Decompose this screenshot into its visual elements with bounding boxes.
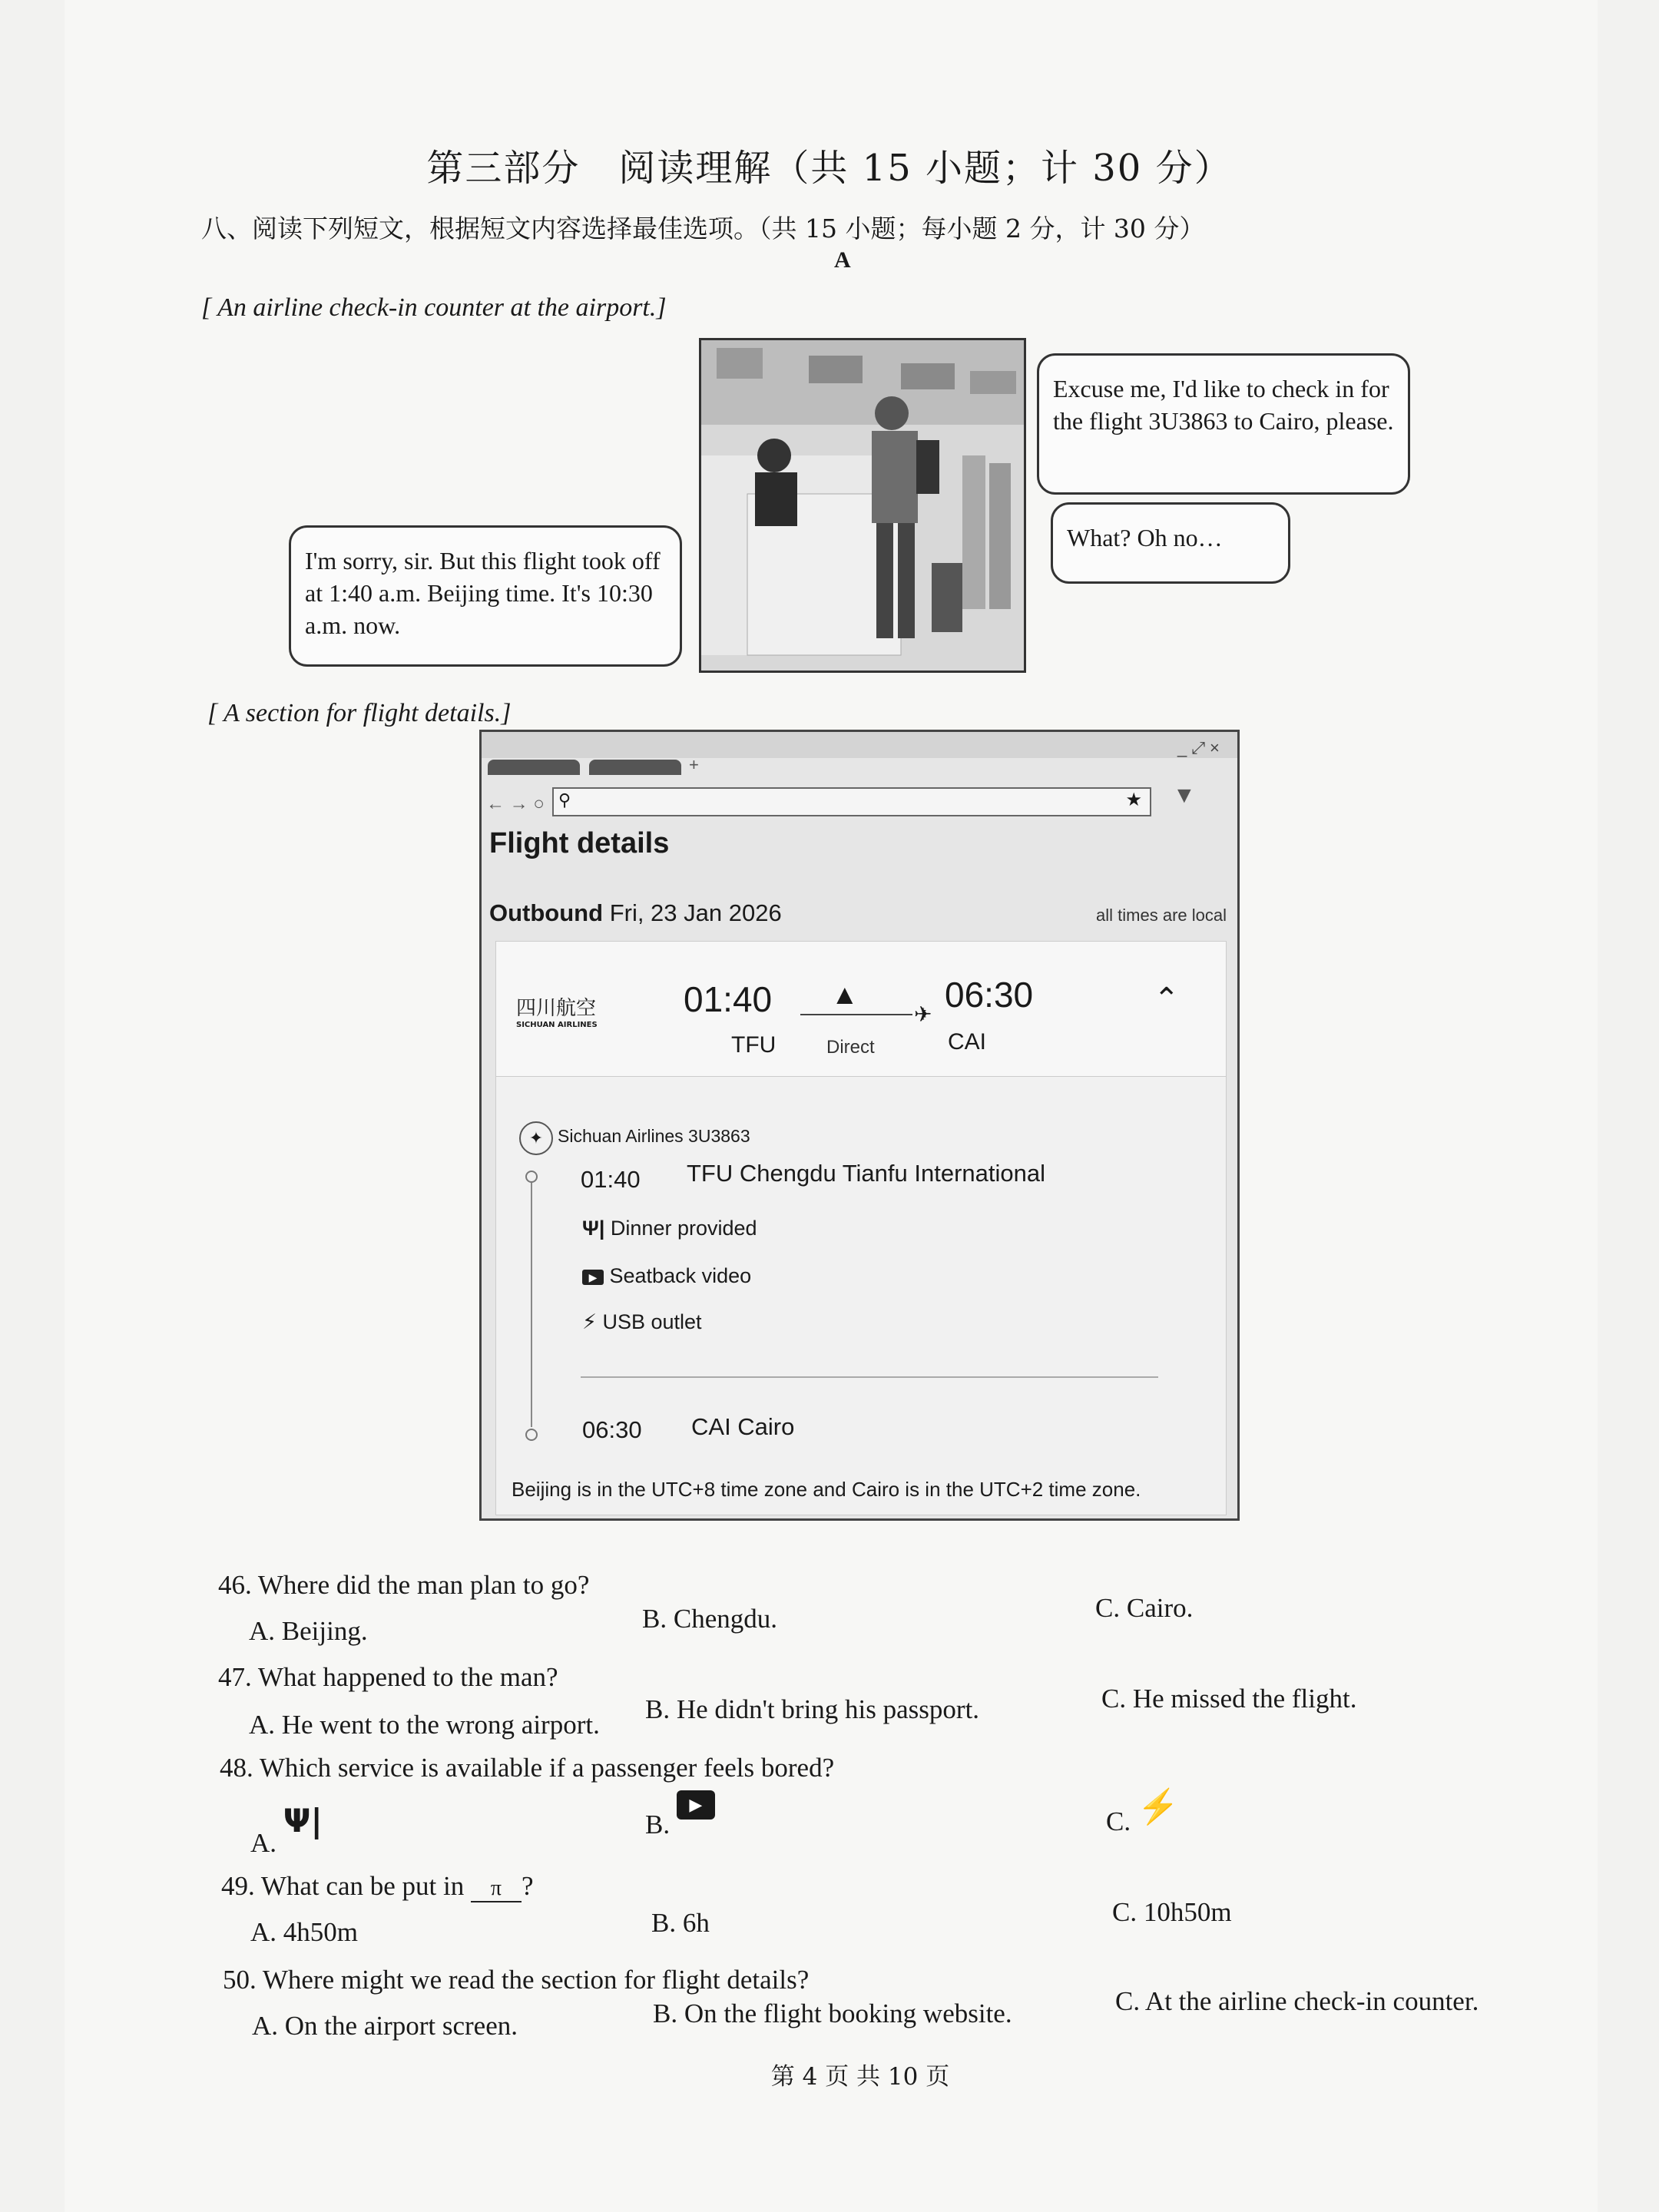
q49-qmark: ? bbox=[521, 1871, 534, 1901]
arrive-time: 06:30 bbox=[945, 975, 1034, 1015]
q48-option-b-letter: B. bbox=[645, 1810, 671, 1839]
bookmark-star-icon[interactable]: ★ bbox=[1125, 790, 1142, 810]
amenity-dinner bbox=[582, 1217, 757, 1240]
q50-option-b: B. On the flight booking website. bbox=[653, 1998, 1012, 2028]
q46-option-a: A. Beijing. bbox=[249, 1616, 368, 1646]
tab-strip bbox=[482, 732, 1237, 758]
airline-logo-text: 四川航空 bbox=[516, 997, 597, 1020]
menu-dropdown-icon[interactable]: ▼ bbox=[1173, 783, 1196, 808]
scene-caption-checkin: [ An airline check-in counter at the airport.] bbox=[201, 293, 667, 322]
window-controls-icon[interactable]: _ ⤢ × bbox=[1177, 738, 1220, 757]
amenity-dinner-label: Dinner provided bbox=[610, 1217, 757, 1240]
route-line bbox=[800, 1014, 912, 1015]
browser-window bbox=[479, 730, 1240, 1521]
speech-bubble-agent: I'm sorry, sir. But this flight took off at 1:40 a.m. Beijing time. It's 10:30 a.m. now. bbox=[289, 525, 682, 667]
segment-divider bbox=[581, 1376, 1158, 1378]
amenity-video bbox=[582, 1264, 751, 1288]
video-play-icon: ▶ bbox=[677, 1790, 715, 1820]
checkin-counter-photo bbox=[699, 338, 1026, 673]
scene-caption-flight-details: [ A section for flight details.] bbox=[207, 699, 512, 727]
q50-option-c: C. At the airline check-in counter. bbox=[1115, 1986, 1479, 2016]
q49-stem: 49. What can be put in bbox=[221, 1871, 465, 1901]
timezone-note: Beijing is in the UTC+8 time zone and Cairo is in the UTC+2 time zone. bbox=[512, 1478, 1141, 1501]
segment-depart-time: 01:40 bbox=[581, 1166, 641, 1193]
depart-code: TFU bbox=[731, 1032, 777, 1058]
depart-time: 01:40 bbox=[684, 979, 773, 1019]
amenity-usb-label: USB outlet bbox=[602, 1310, 702, 1333]
q49-blank: π bbox=[471, 1876, 522, 1902]
question-48: 48. Which service is available if a passenger feels bored? bbox=[220, 1753, 835, 1783]
q47-option-a: A. He went to the wrong airport. bbox=[249, 1710, 600, 1740]
airline-logo-subtext: SICHUAN AIRLINES bbox=[516, 1021, 598, 1029]
flight-name: Sichuan Airlines 3U3863 bbox=[558, 1126, 750, 1146]
power-plug-icon: ⚡ bbox=[582, 1310, 597, 1333]
airline-logo bbox=[516, 992, 598, 1029]
segment-arrive-airport: CAI Cairo bbox=[691, 1413, 795, 1440]
question-49 bbox=[221, 1871, 534, 1902]
timeline-line bbox=[531, 1183, 532, 1427]
power-plug-icon: ⚡ bbox=[1137, 1788, 1180, 1826]
flight-detail-panel bbox=[495, 1076, 1227, 1515]
q50-option-a: A. On the airport screen. bbox=[252, 2011, 518, 2041]
q46-option-c: C. Cairo. bbox=[1095, 1593, 1194, 1623]
browser-tab-2[interactable] bbox=[589, 760, 681, 775]
part-title: 第三部分 阅读理解（共 15 小题；计 30 分） bbox=[426, 147, 1233, 190]
segment-depart-airport: TFU Chengdu Tianfu International bbox=[687, 1160, 1045, 1187]
video-play-icon: ▶ bbox=[582, 1270, 604, 1285]
times-note: all times are local bbox=[1096, 906, 1227, 925]
address-bar[interactable] bbox=[552, 787, 1151, 816]
q46-option-b: B. Chengdu. bbox=[642, 1604, 777, 1634]
q49-option-c: C. 10h50m bbox=[1112, 1897, 1232, 1927]
plane-icon: ✈ bbox=[914, 1002, 932, 1026]
outbound-row bbox=[489, 899, 782, 927]
amenity-video-label: Seatback video bbox=[609, 1264, 752, 1287]
stop-label: Direct bbox=[826, 1037, 875, 1058]
page-number: 第 4 页 共 10 页 bbox=[770, 2063, 950, 2091]
q47-option-c: C. He missed the flight. bbox=[1101, 1684, 1357, 1714]
speech-bubble-passenger: Excuse me, I'd like to check in for the flight 3U3863 to Cairo, please. bbox=[1037, 353, 1410, 495]
q48-option-c-letter: C. bbox=[1106, 1806, 1131, 1836]
question-46: 46. Where did the man plan to go? bbox=[218, 1570, 590, 1600]
direction-triangle-icon: ▲ bbox=[831, 979, 859, 1010]
question-47: 47. What happened to the man? bbox=[218, 1662, 558, 1692]
q49-option-b: B. 6h bbox=[651, 1908, 710, 1938]
outbound-date: Fri, 23 Jan 2026 bbox=[609, 899, 782, 926]
amenity-usb bbox=[582, 1310, 702, 1334]
section-instruction: 八、阅读下列短文，根据短文内容选择最佳选项。（共 15 小题；每小题 2 分，计 30 分） bbox=[201, 214, 1205, 243]
flight-details-heading: Flight details bbox=[489, 827, 670, 859]
new-tab-icon[interactable]: + bbox=[689, 755, 699, 774]
q48-option-a-letter: A. bbox=[250, 1828, 277, 1858]
segment-arrive-time: 06:30 bbox=[582, 1416, 642, 1443]
outbound-label: Outbound bbox=[489, 899, 604, 926]
depart-node-icon bbox=[525, 1171, 538, 1183]
nav-arrows-icon[interactable]: ← → ○ bbox=[486, 793, 545, 814]
arrive-node-icon bbox=[525, 1429, 538, 1441]
passage-label: A bbox=[834, 247, 851, 273]
q48-option-c bbox=[1106, 1788, 1180, 1839]
collapse-chevron-icon[interactable]: ⌃ bbox=[1154, 982, 1180, 1016]
question-50: 50. Where might we read the section for flight details? bbox=[223, 1965, 810, 1995]
speech-bubble-passenger-reply: What? Oh no… bbox=[1051, 502, 1290, 584]
q48-option-a bbox=[250, 1802, 323, 1859]
fork-knife-icon: Ψ| bbox=[582, 1217, 605, 1240]
q47-option-b: B. He didn't bring his passport. bbox=[645, 1694, 980, 1724]
browser-tab-1[interactable] bbox=[488, 760, 580, 775]
search-icon: ⚲ bbox=[558, 790, 571, 810]
arrive-code: CAI bbox=[948, 1029, 987, 1055]
q49-option-a: A. 4h50m bbox=[250, 1917, 358, 1947]
fork-knife-icon: Ψ| bbox=[283, 1802, 323, 1839]
airline-emblem-icon: ✦ bbox=[519, 1121, 553, 1155]
flight-summary-card[interactable] bbox=[495, 941, 1227, 1078]
q48-option-b bbox=[645, 1795, 715, 1843]
